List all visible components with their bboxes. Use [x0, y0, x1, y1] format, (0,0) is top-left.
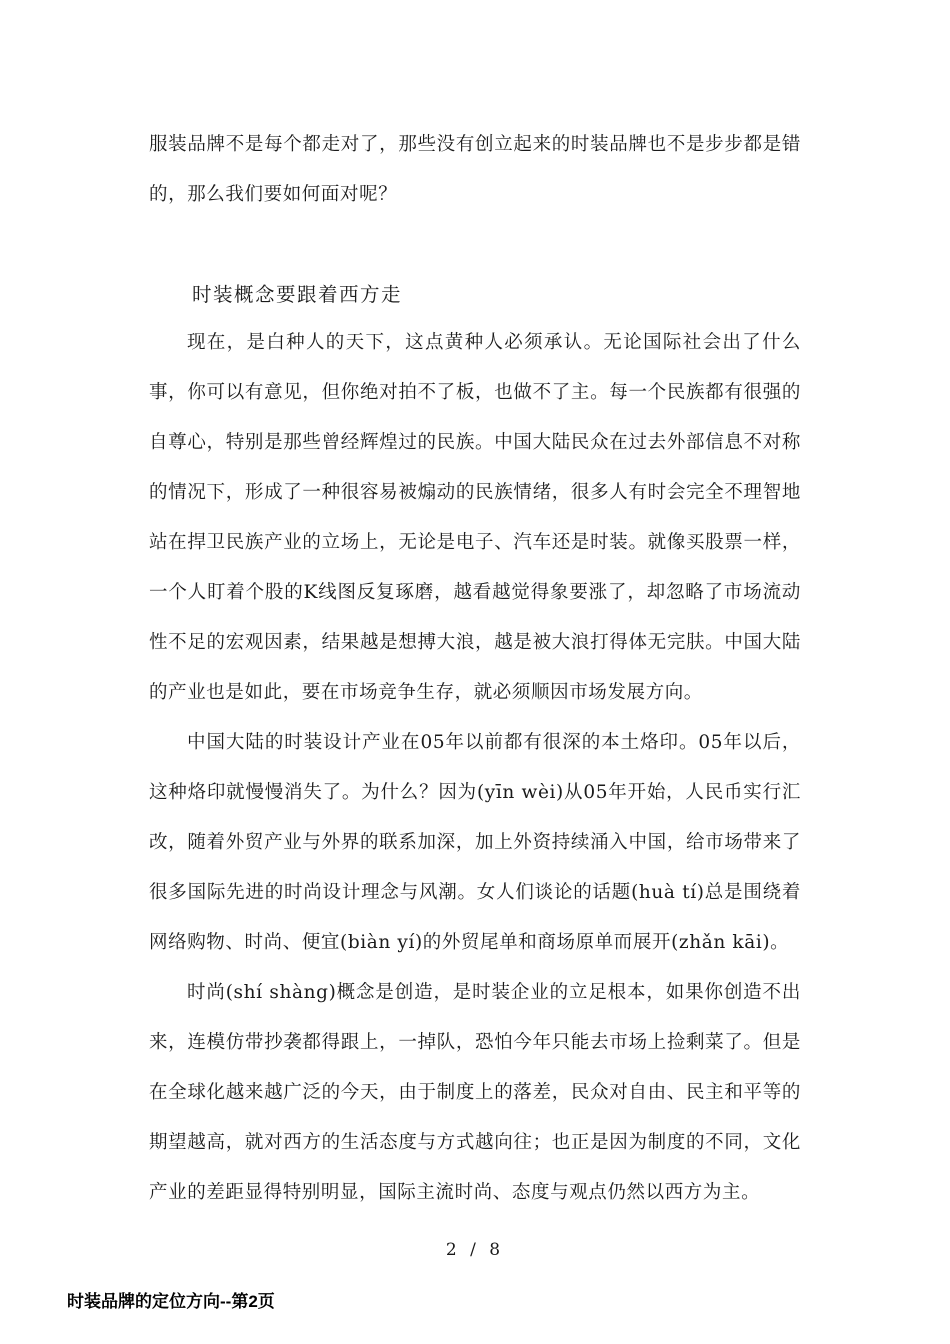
body-paragraph-1: 现在，是白种人的天下，这点黄种人必须承认。无论国际社会出了什么事，你可以有意见，但你绝对拍不了板，也做不了主。每一个民族都有很强的自尊心，特别是那些曾经辉煌过的民族。中国大陆民众在过去外部信息不对称的情况下，形成了一种很容易被煽动的民族情绪，很多人有时会完全不理智地站在捍卫民族产业的立场上，无论是电子、汽车还是时装。就像买股票一样，一个人盯着个股的K线图反复琢磨，越看越觉得象要涨了，却忽略了市场流动性不足的宏观因素，结果越是想搏大浪，越是被大浪打得体无完肤。中国大陆的产业也是如此，要在市场竞争生存，就必须顺因市场发展方向。 — [149, 332, 801, 703]
body-paragraph-3: 时尚(shí shàng)概念是创造，是时装企业的立足根本，如果你创造不出来，连模仿带抄袭都得跟上，一掉队，恐怕今年只能去市场上捡剩菜了。但是在全球化越来越广泛的今天，由于制度上的落差，民众对自由、民主和平等的期望越高，就对西方的生活态度与方式越向往；也正是因为制度的不同，文化产业的差距显得特别明显，国际主流时尚、态度与观点仍然以西方为主。 — [149, 982, 801, 1203]
section-heading: 时装概念要跟着西方走 — [192, 283, 403, 306]
intro-paragraph: 服装品牌不是每个都走对了，那些没有创立起来的时装品牌也不是步步都是错的，那么我们要如何面对呢？ — [149, 134, 801, 205]
footer-caption: 时装品牌的定位方向--第2页 — [67, 1292, 275, 1311]
body-paragraph-2: 中国大陆的时装设计产业在05年以前都有很深的本土烙印。05年以后，这种烙印就慢慢消失了。为什么？因为(yīn wèi)从05年开始，人民币实行汇改，随着外贸产业与外界的联系加深，加上外资持续涌入中国，给市场带来了很多国际先进的时尚设计理念与风潮。女人们谈论的话题(huà tí)总是围绕着网络购物、时尚、便宜(biàn yí)的外贸尾单和商场原单而展开(zhǎn kāi)。 — [149, 732, 801, 953]
page-number: 2 / 8 — [445, 1240, 505, 1260]
